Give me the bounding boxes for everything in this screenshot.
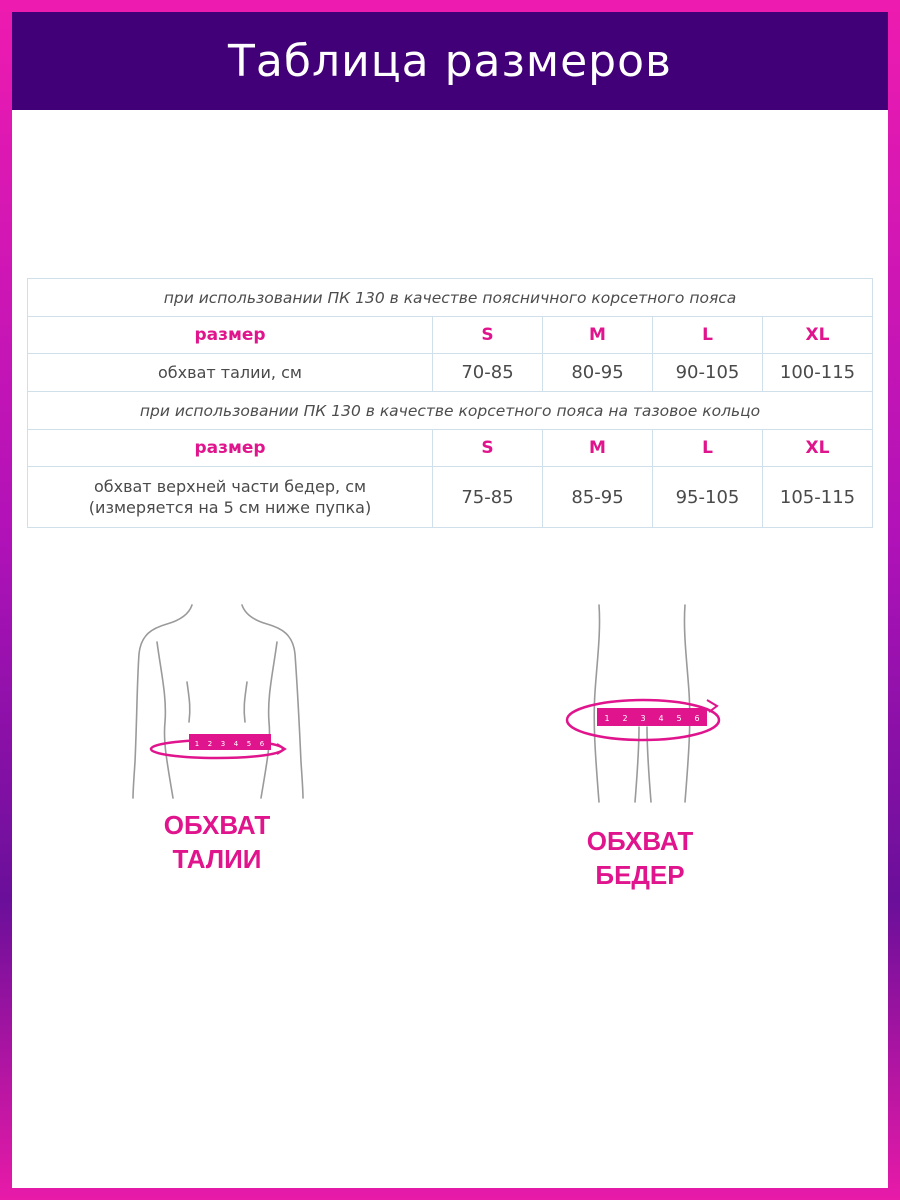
tape-number: 3 bbox=[640, 714, 646, 723]
waist-label-line1: ОБХВАТ bbox=[163, 810, 271, 840]
hips-label bbox=[540, 824, 740, 892]
size-header-xl: XL bbox=[763, 317, 873, 354]
tape-number: 5 bbox=[246, 740, 252, 748]
waist-value-xl: 100-115 bbox=[763, 354, 873, 392]
torso-outline-icon bbox=[133, 605, 192, 798]
waist-measure-label: обхват талии, см bbox=[28, 354, 433, 392]
table-row bbox=[28, 354, 873, 392]
tape-number: 3 bbox=[220, 740, 226, 748]
page-title: Таблица размеров bbox=[228, 35, 672, 87]
hips-label-line1: ОБХВАТ bbox=[586, 826, 694, 856]
size-header-m: M bbox=[543, 430, 653, 467]
section2-caption: при использовании ПК 130 в качестве корсетного пояса на тазовое кольцо bbox=[28, 392, 873, 430]
size-header-label: размер bbox=[28, 430, 433, 467]
measuring-tape-icon bbox=[597, 708, 707, 726]
table-row bbox=[28, 279, 873, 317]
tape-number: 2 bbox=[622, 714, 628, 723]
size-header-s: S bbox=[433, 430, 543, 467]
tape-number: 5 bbox=[676, 714, 682, 723]
tape-number: 1 bbox=[194, 740, 200, 748]
hip-measure-label-line2: (измеряется на 5 см ниже пупка) bbox=[88, 498, 372, 517]
waist-value-m: 80-95 bbox=[543, 354, 653, 392]
tape-number: 6 bbox=[259, 740, 265, 748]
waist-value-l: 90-105 bbox=[653, 354, 763, 392]
waist-figure-illustration bbox=[117, 602, 317, 802]
section1-caption: при использовании ПК 130 в качестве поясничного корсетного пояса bbox=[28, 279, 873, 317]
hip-value-l: 95-105 bbox=[653, 467, 763, 528]
table-row bbox=[28, 430, 873, 467]
hip-value-s: 75-85 bbox=[433, 467, 543, 528]
size-table bbox=[27, 278, 873, 528]
size-header-l: L bbox=[653, 430, 763, 467]
header-bar bbox=[12, 12, 888, 110]
arrow-icon bbox=[277, 744, 285, 754]
size-header-l: L bbox=[653, 317, 763, 354]
hips-figure-illustration bbox=[547, 602, 747, 812]
size-header-xl: XL bbox=[763, 430, 873, 467]
tape-number: 1 bbox=[604, 714, 610, 723]
table-row bbox=[28, 467, 873, 528]
size-header-s: S bbox=[433, 317, 543, 354]
tape-number: 6 bbox=[694, 714, 700, 723]
hip-value-xl: 105-115 bbox=[763, 467, 873, 528]
waist-value-s: 70-85 bbox=[433, 354, 543, 392]
size-header-label: размер bbox=[28, 317, 433, 354]
waist-label bbox=[117, 808, 317, 876]
tape-number: 4 bbox=[233, 740, 239, 748]
table-row bbox=[28, 317, 873, 354]
hips-label-line2: БЕДЕР bbox=[595, 860, 685, 890]
measuring-tape-icon bbox=[189, 734, 271, 750]
tape-number: 2 bbox=[207, 740, 213, 748]
size-header-m: M bbox=[543, 317, 653, 354]
hip-measure-label bbox=[28, 467, 433, 528]
tape-number: 4 bbox=[658, 714, 664, 723]
page-frame bbox=[12, 12, 888, 1188]
waist-label-line2: ТАЛИИ bbox=[172, 844, 262, 874]
hip-measure-label-line1: обхват верхней части бедер, см bbox=[93, 477, 367, 496]
hip-value-m: 85-95 bbox=[543, 467, 653, 528]
table-row bbox=[28, 392, 873, 430]
